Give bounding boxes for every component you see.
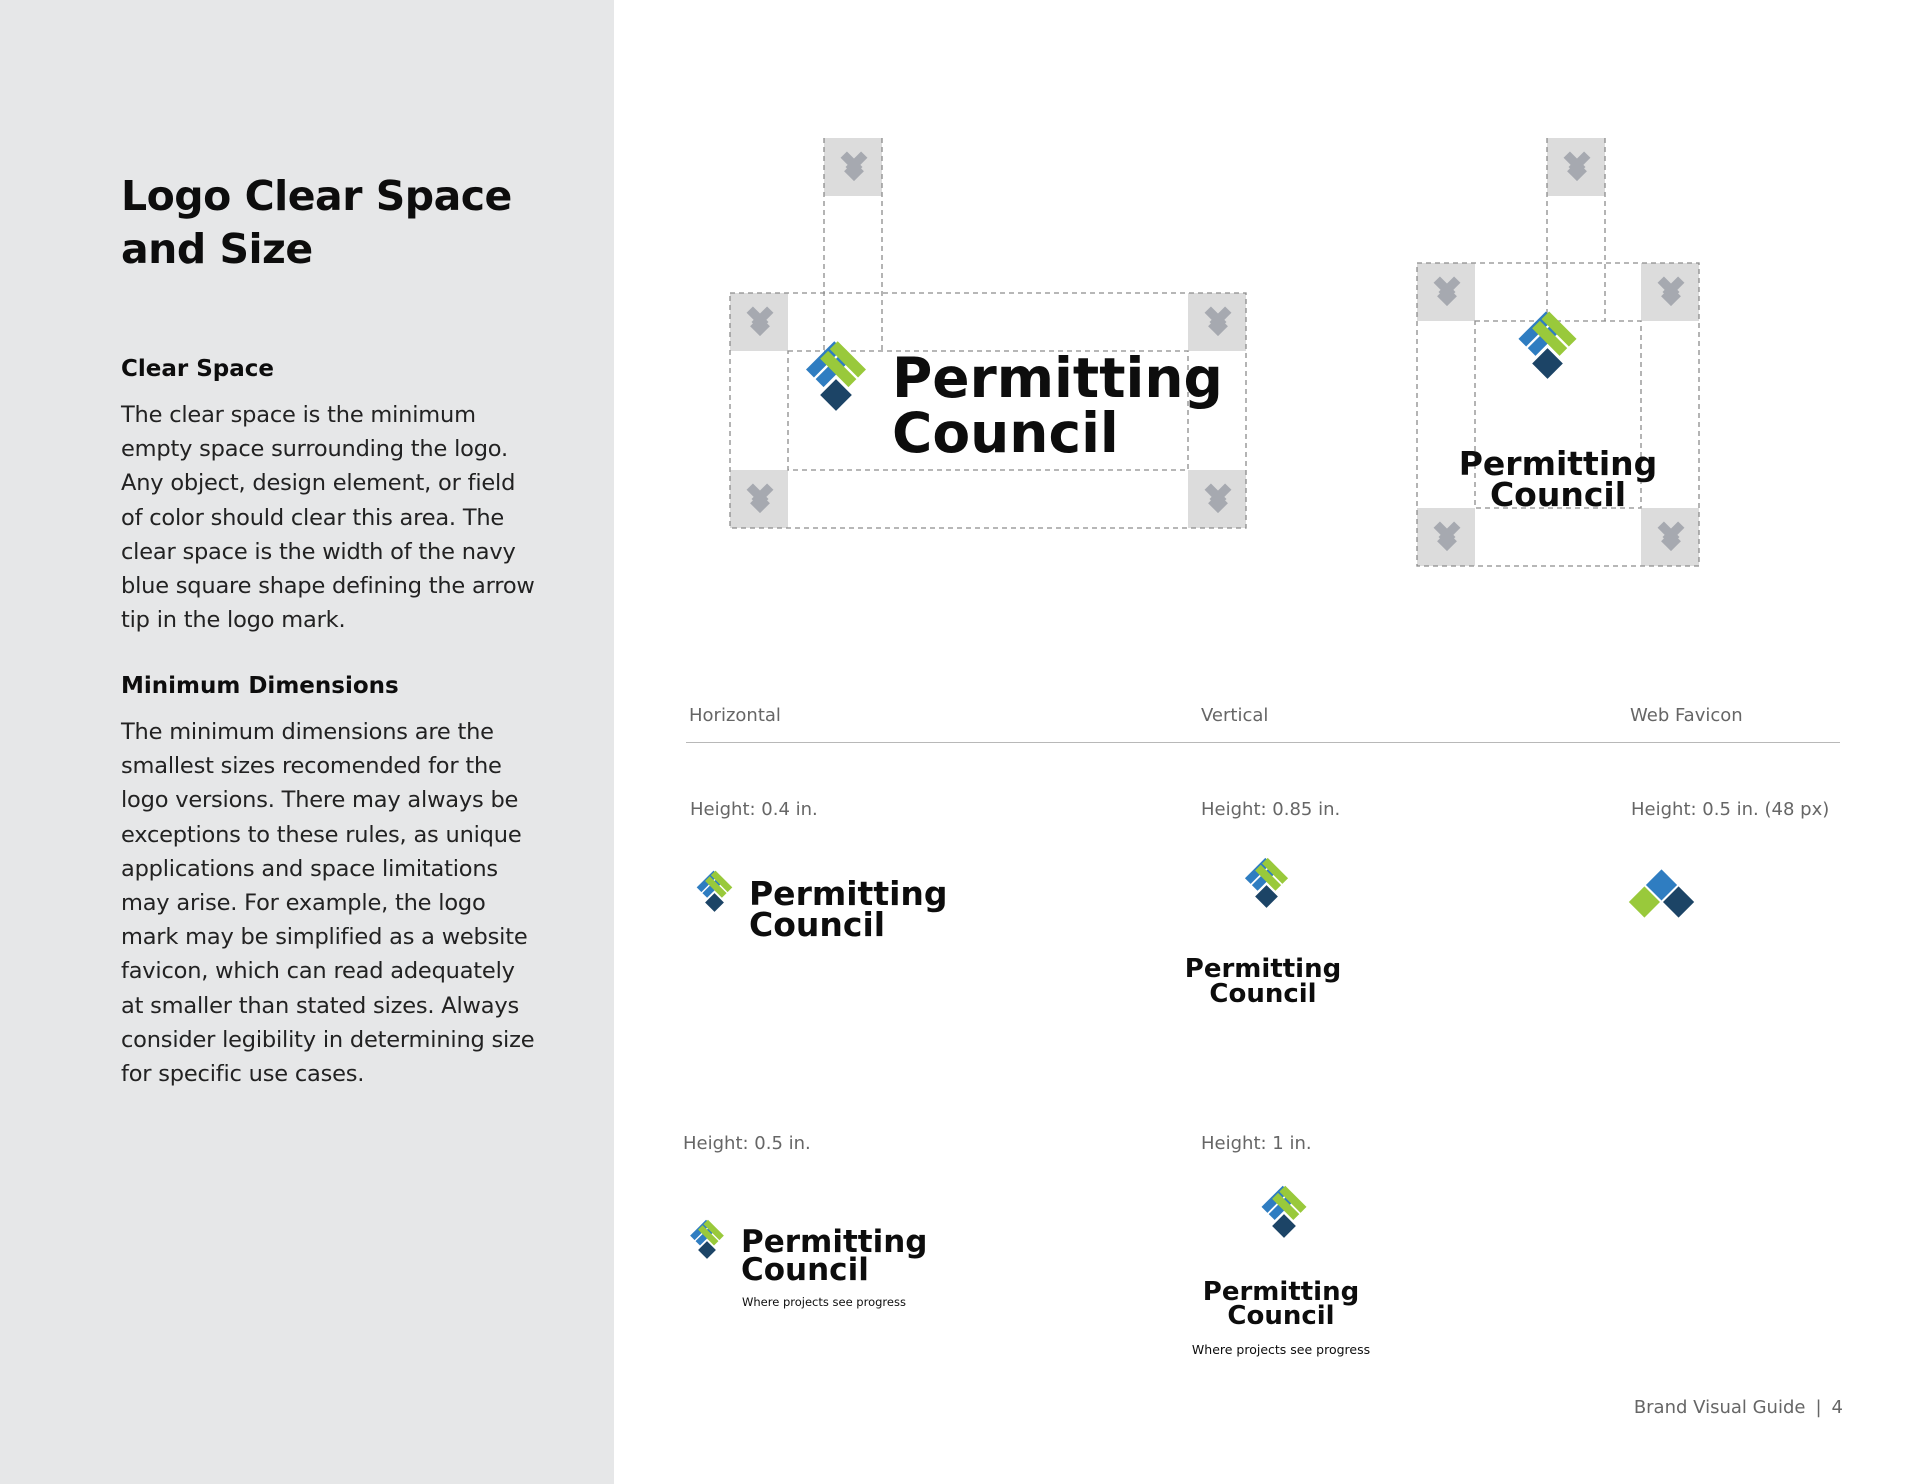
horizontal-logo-with-tagline [680, 1223, 930, 1313]
logo-wordmark-line1: Permitting [741, 1224, 928, 1260]
logo-mark-icon [687, 1219, 727, 1259]
logo-wordmark-line1: Permitting [749, 874, 948, 913]
page-number: 4 [1831, 1397, 1843, 1418]
favicon-logo [1628, 862, 1698, 942]
logo-tagline: Where projects see progress [742, 1295, 906, 1309]
logo-wordmark-line2: Council [741, 1252, 869, 1288]
logo-wordmark-line2: Council [1209, 979, 1317, 1009]
size-label-horizontal-tagline: Height: 0.5 in. [683, 1133, 811, 1154]
clear-space-body: The clear space is the minimum empty space surrounding the logo. Any object, design element, or field of color should clear this area. The clear space is the width of the navy blue square shape defining the arrow tip in the logo mark. [121, 402, 535, 634]
footer-separator: | [1815, 1397, 1822, 1418]
vertical-clear-space-diagram [1417, 135, 1707, 575]
column-header-favicon: Web Favicon [1630, 705, 1743, 726]
clear-space-marker [824, 138, 882, 196]
clear-space-marker [730, 293, 788, 351]
clear-space-marker [1188, 293, 1246, 351]
favicon-icon [1629, 869, 1694, 934]
clear-space-marker [730, 470, 788, 528]
logo-wordmark-line2: Council [1489, 475, 1627, 514]
logo-wordmark-line2: Council [1227, 1301, 1335, 1331]
logo-tagline: Where projects see progress [1191, 1342, 1371, 1357]
sidebar-panel [0, 0, 614, 1484]
vertical-logo-with-tagline [1191, 1190, 1386, 1370]
clear-space-marker [1641, 263, 1699, 321]
horizontal-clear-space-diagram [730, 135, 1250, 535]
logo-mark-icon [1257, 1184, 1310, 1237]
clear-space-marker [1547, 138, 1605, 196]
minimum-dimensions-heading: Minimum Dimensions [121, 673, 399, 699]
clear-space-marker [1417, 508, 1475, 566]
logo-wordmark-line1: Permitting [1184, 954, 1342, 984]
logo-wordmark-line1: Permitting [892, 346, 1223, 410]
vertical-logo [1184, 862, 1346, 1022]
size-label-vertical-tagline: Height: 1 in. [1201, 1133, 1312, 1154]
column-header-horizontal: Horizontal [689, 705, 781, 726]
horizontal-logo [686, 872, 948, 952]
clear-space-marker [1641, 508, 1699, 566]
divider [686, 742, 1840, 743]
column-header-vertical: Vertical [1201, 705, 1269, 726]
clear-space-marker [1188, 470, 1246, 528]
page-footer [1634, 1397, 1843, 1418]
logo-mark-icon [1241, 857, 1292, 908]
size-label-vertical: Height: 0.85 in. [1201, 799, 1341, 820]
footer-guide-title: Brand Visual Guide [1633, 1397, 1806, 1418]
logo-mark-icon [800, 340, 871, 411]
logo-wordmark-line2: Council [892, 401, 1119, 465]
logo-wordmark-line2: Council [749, 905, 886, 944]
clear-space-heading: Clear Space [121, 356, 275, 382]
logo-wordmark-line1: Permitting [1458, 444, 1658, 483]
size-label-favicon: Height: 0.5 in. (48 px) [1631, 799, 1830, 820]
logo-wordmark-line1: Permitting [1202, 1277, 1360, 1307]
size-label-horizontal: Height: 0.4 in. [690, 799, 818, 820]
clear-space-marker [1417, 263, 1475, 321]
logo-mark-icon [1513, 310, 1582, 379]
page-title: Logo Clear Space and Size [121, 172, 512, 273]
minimum-dimensions-body: The minimum dimensions are the smallest sizes recomended for the logo versions. There may always be exceptions to these rules, as unique applications and space limitations may arise. For example, the logo mark may be simplified as a website favicon, which can read adequately at smaller than stated sizes. Always consider legibility in determining size for specific use cases. [121, 719, 535, 1088]
logo-mark-icon [693, 870, 735, 912]
